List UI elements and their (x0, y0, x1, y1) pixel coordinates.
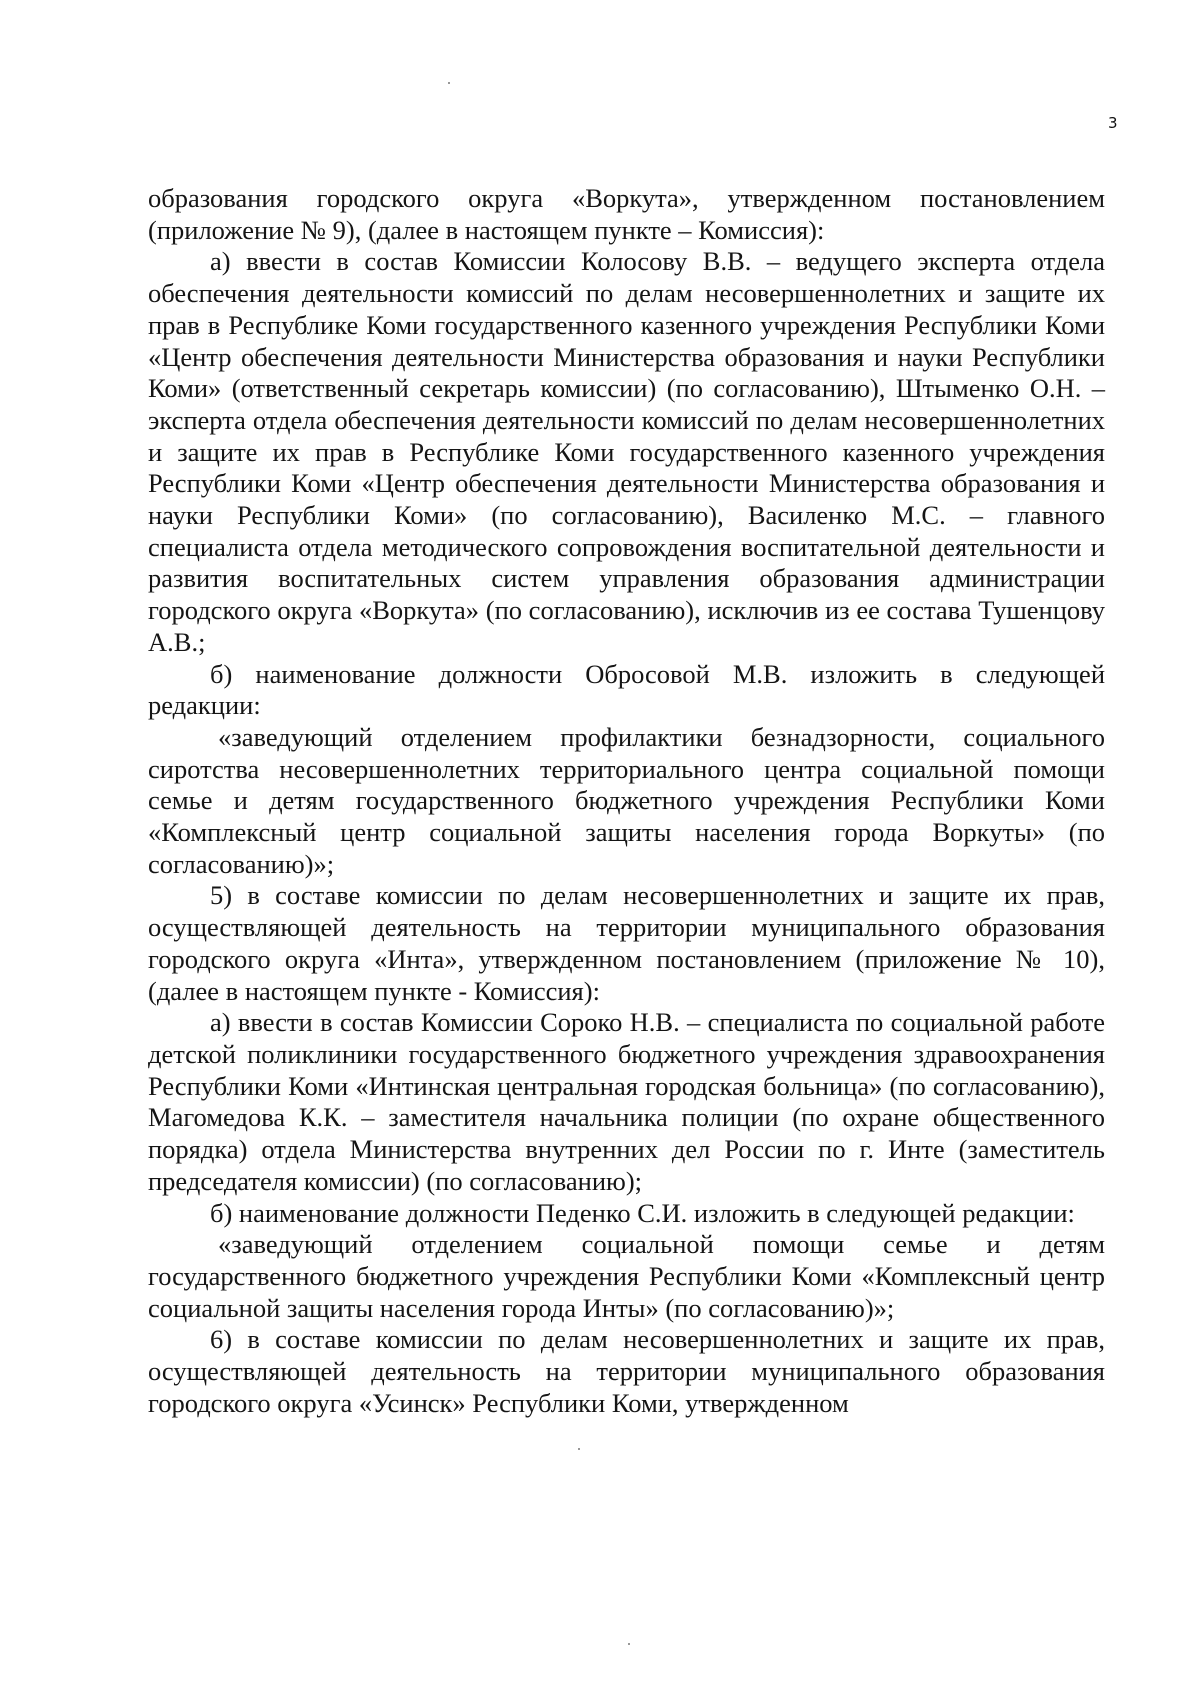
paragraph: 6) в составе комиссии по делам несовершеннолетних и защите их прав, осуществляющей деятельность на территории муниципального образования городского округа «Усинск» Республики Коми, утвержденном (148, 1324, 1105, 1418)
page-number: 3 (1108, 114, 1118, 132)
scan-speck (578, 1448, 580, 1450)
paragraph: образования городского округа «Воркута», утвержденном постановлением (приложение № 9), (далее в настоящем пункте – Комиссия): (148, 183, 1105, 245)
paragraph: б) наименование должности Педенко С.И. изложить в следующей редакции: (210, 1197, 1075, 1228)
paragraph: «заведующий отделением социальной помощи семье и детям государственного бюджетного учреждения Республики Коми «Комплексный центр социальной защиты населения города Инты» (по согласованию)»; (148, 1229, 1105, 1323)
scan-speck (628, 1643, 630, 1645)
paragraph: б) наименование должности Обросовой М.В. изложить в следующей редакции: (148, 658, 1105, 721)
paragraph: а) ввести в состав Комиссии Колосову В.В. – ведущего эксперта отдела обеспечения деятельности комиссий по делам несовершеннолетних и защите их прав в Республике Коми государственного казенного учреждения Республики Коми «Центр обеспечения деятельности Министерства образования и науки Республики Коми» (ответственный секретарь комиссии) (по согласованию), Штыменко О.Н. – эксперта отдела обеспечения деятельности комиссий по делам несовершеннолетних и защите их прав в Республике Коми государственного казенного учреждения Республики Коми «Центр обеспечения деятельности Министерства образования и науки Республики Коми» (по согласованию), Василенко М.С. – главного специалиста отдела методического сопровождения воспитательной деятельности и развития воспитательных систем управления образования администрации городского округа «Воркута» (по согласованию), исключив из ее состава Тушенцову А.В.; (148, 246, 1105, 657)
document-body (148, 183, 1105, 1419)
paragraph: «заведующий отделением профилактики безнадзорности, социального сиротства несовершеннолетних территориального центра социальной помощи семье и детям государственного бюджетного учреждения Республики Коми «Комплексный центр социальной защиты населения города Воркуты» (по согласованию)»; (148, 721, 1105, 879)
paragraph: 5) в составе комиссии по делам несовершеннолетних и защите их прав, осуществляющей деятельность на территории муниципального образования городского округа «Инта», утвержденном постановлением (приложение № 10), (далее в настоящем пункте - Комиссия): (148, 880, 1105, 1006)
scan-speck (448, 82, 450, 84)
paragraph: а) ввести в состав Комиссии Сороко Н.В. – специалиста по социальной работе детской поликлиники государственного бюджетного учреждения здравоохранения Республики Коми «Интинская центральная городская больница» (по согласованию), Магомедова К.К. – заместителя начальника полиции (по охране общественного порядка) отдела Министерства внутренних дел России по г. Инте (заместитель председателя комиссии) (по согласованию); (148, 1007, 1105, 1196)
